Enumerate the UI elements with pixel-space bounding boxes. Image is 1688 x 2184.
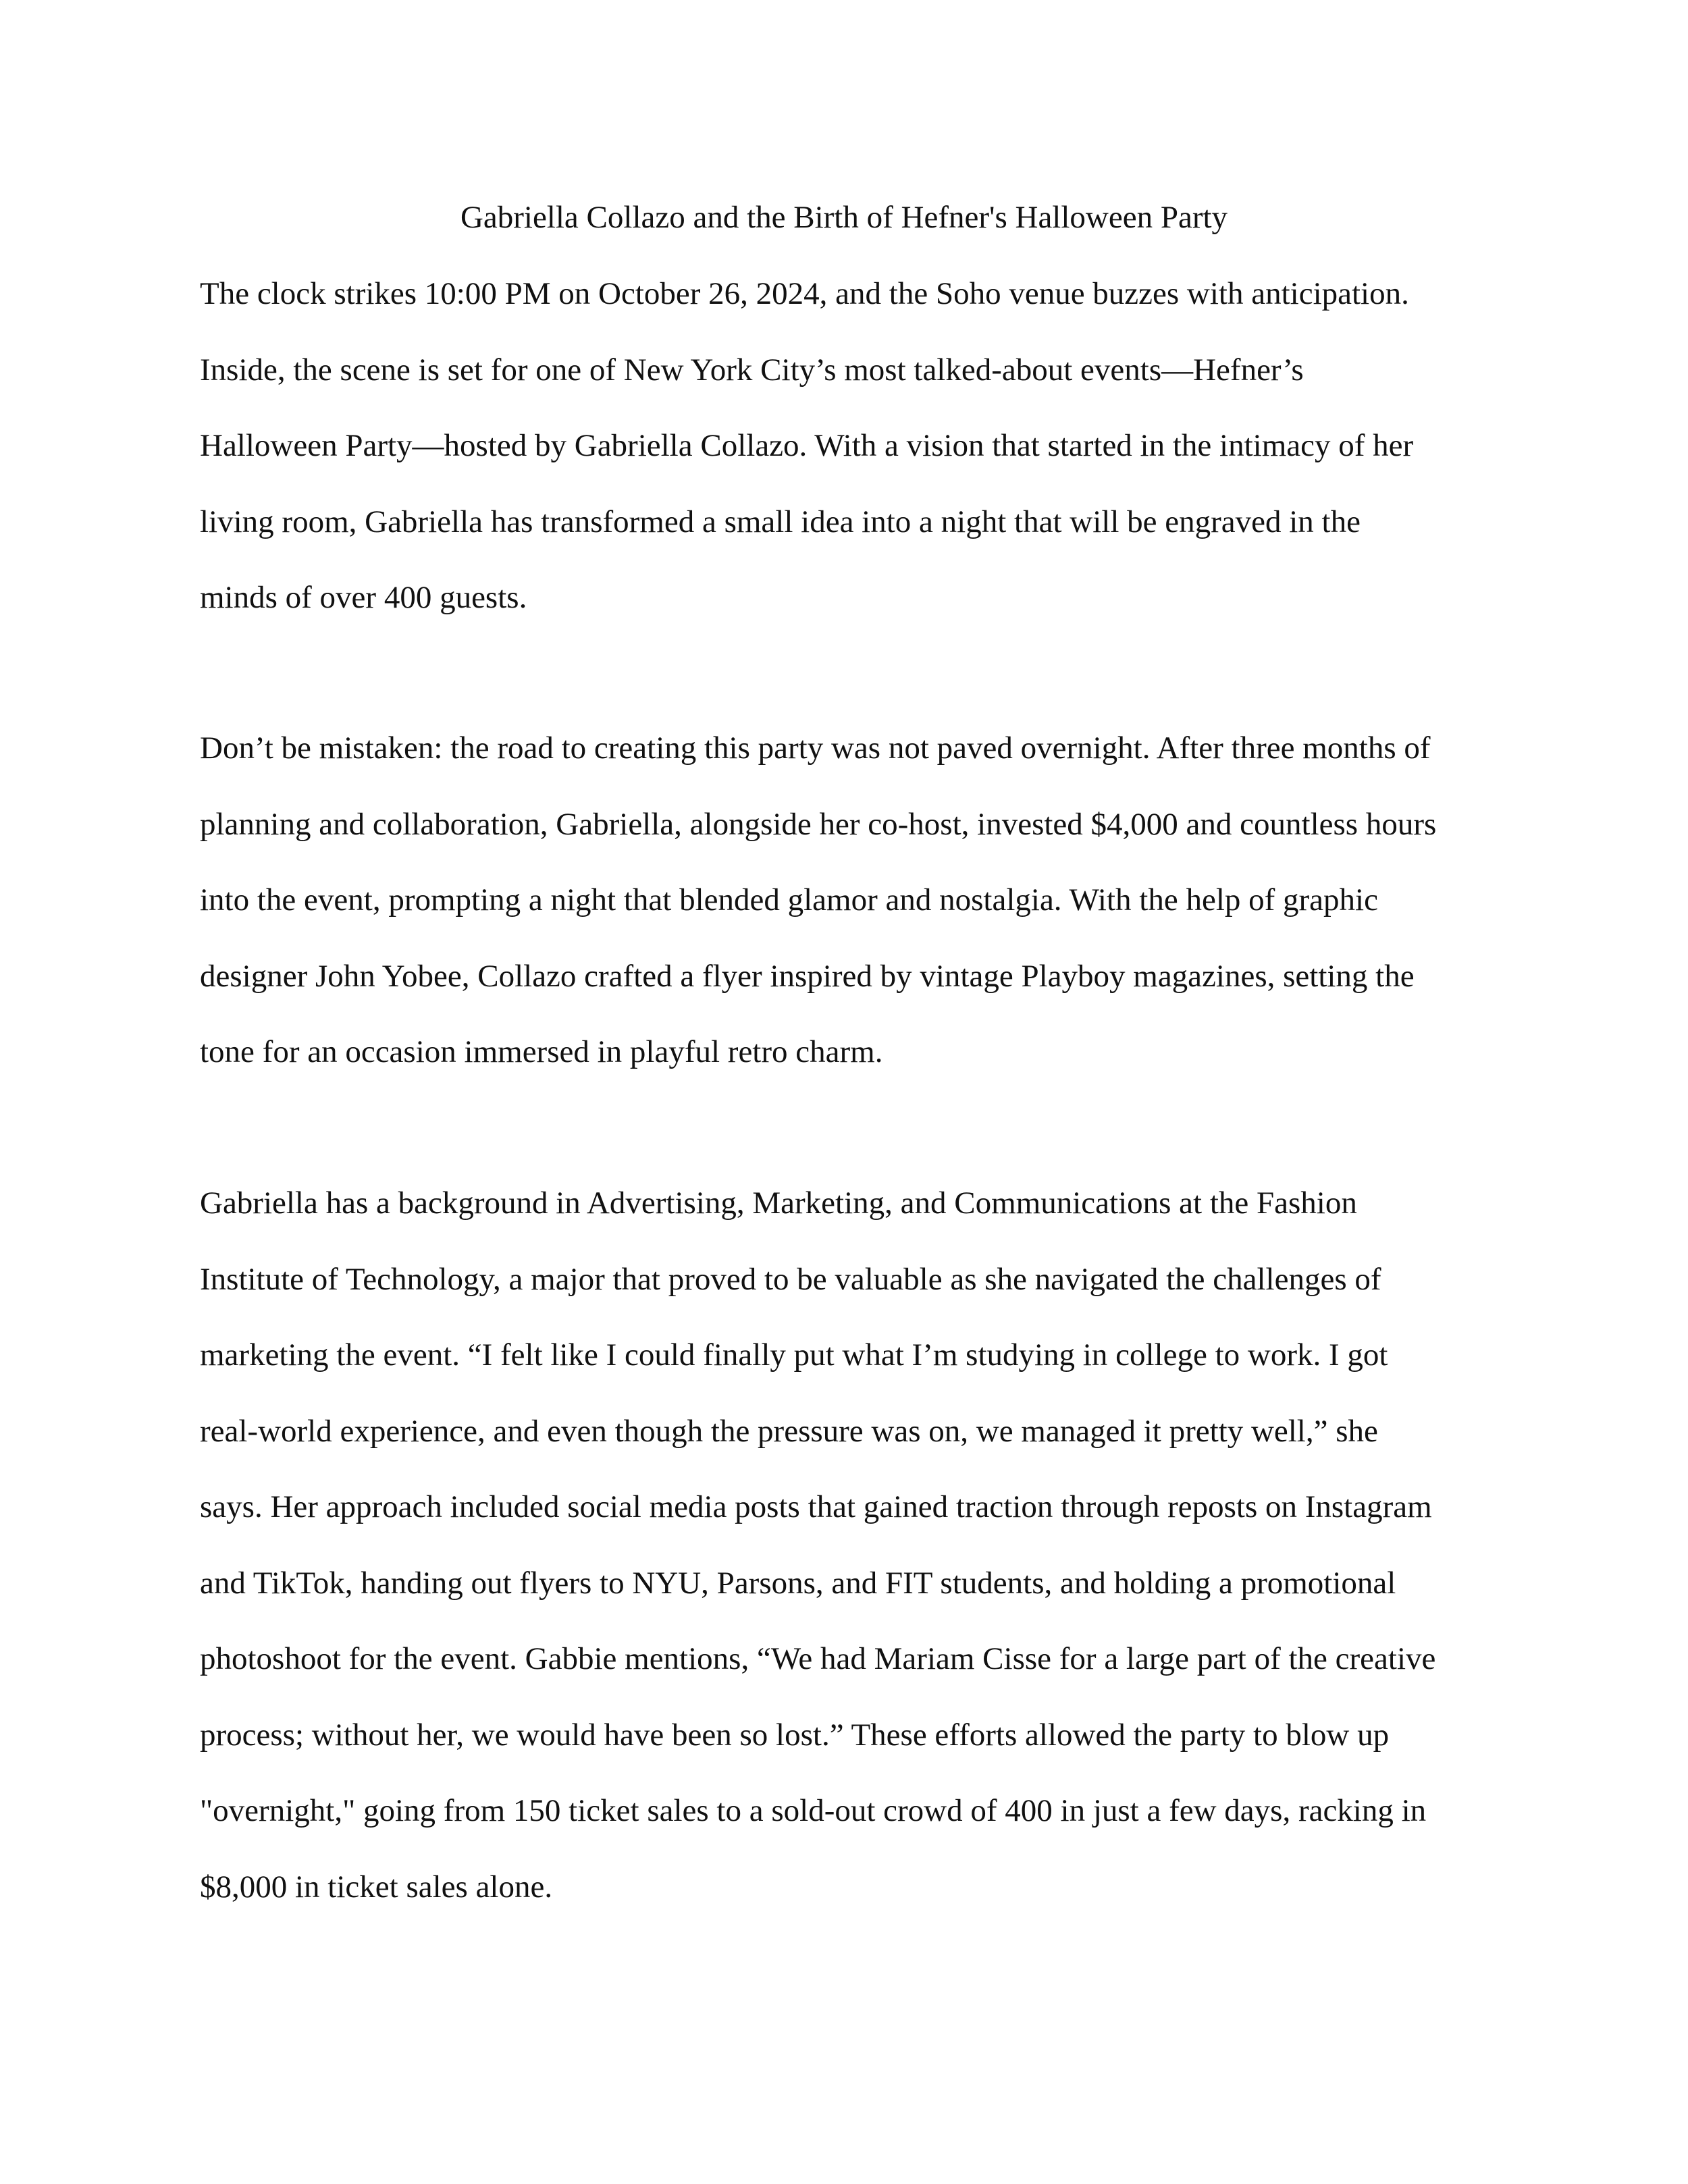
paragraph-line: into the event, prompting a night that blended glamor and nostalgia. With the help of graphic	[200, 882, 1378, 917]
paragraph-line: Institute of Technology, a major that proved to be valuable as she navigated the challenges of	[200, 1261, 1381, 1297]
paragraph-line: "overnight," going from 150 ticket sales to a sold-out crowd of 400 in just a few days, racking in	[200, 1793, 1427, 1828]
paragraph-line: Don’t be mistaken: the road to creating this party was not paved overnight. After three months of	[200, 730, 1431, 766]
paragraph-line: Inside, the scene is set for one of New York City’s most talked-about events—Hefner’s	[200, 352, 1304, 388]
paragraph-line: The clock strikes 10:00 PM on October 26, 2024, and the Soho venue buzzes with anticipation.	[200, 276, 1409, 311]
paragraph-line: Gabriella has a background in Advertising, Marketing, and Communications at the Fashion	[200, 1186, 1357, 1221]
paragraph-1	[200, 273, 1523, 654]
paragraph-line: Halloween Party—hosted by Gabriella Collazo. With a vision that started in the intimacy of her	[200, 428, 1414, 463]
paragraph-line: says. Her approach included social media posts that gained traction through reposts on Instagram	[200, 1489, 1432, 1524]
paragraph-line: process; without her, we would have been so lost.” These efforts allowed the party to blow up	[200, 1717, 1390, 1753]
paragraph-line: minds of over 400 guests.	[200, 580, 527, 615]
paragraph-line: planning and collaboration, Gabriella, alongside her co-host, invested $4,000 and countless hours	[200, 806, 1437, 842]
paragraph-line: real-world experience, and even though the pressure was on, we managed it pretty well,” she	[200, 1413, 1378, 1449]
document-title: Gabriella Collazo and the Birth of Hefner's Halloween Party	[460, 200, 1228, 235]
paragraph-line: designer John Yobee, Collazo crafted a flyer inspired by vintage Playboy magazines, setting the	[200, 958, 1415, 994]
paragraph-line: $8,000 in ticket sales alone.	[200, 1869, 553, 1905]
paragraph-3	[200, 1183, 1523, 1942]
paragraph-line: tone for an occasion immersed in playful retro charm.	[200, 1034, 883, 1069]
paragraph-line: photoshoot for the event. Gabbie mentions, “We had Mariam Cisse for a large part of the creative	[200, 1641, 1436, 1676]
paragraph-2	[200, 728, 1523, 1108]
paragraph-line: and TikTok, handing out flyers to NYU, Parsons, and FIT students, and holding a promotional	[200, 1565, 1396, 1601]
paragraph-line: marketing the event. “I felt like I could finally put what I’m studying in college to work. I got	[200, 1337, 1388, 1373]
paragraph-line: living room, Gabriella has transformed a small idea into a night that will be engraved in the	[200, 504, 1361, 539]
